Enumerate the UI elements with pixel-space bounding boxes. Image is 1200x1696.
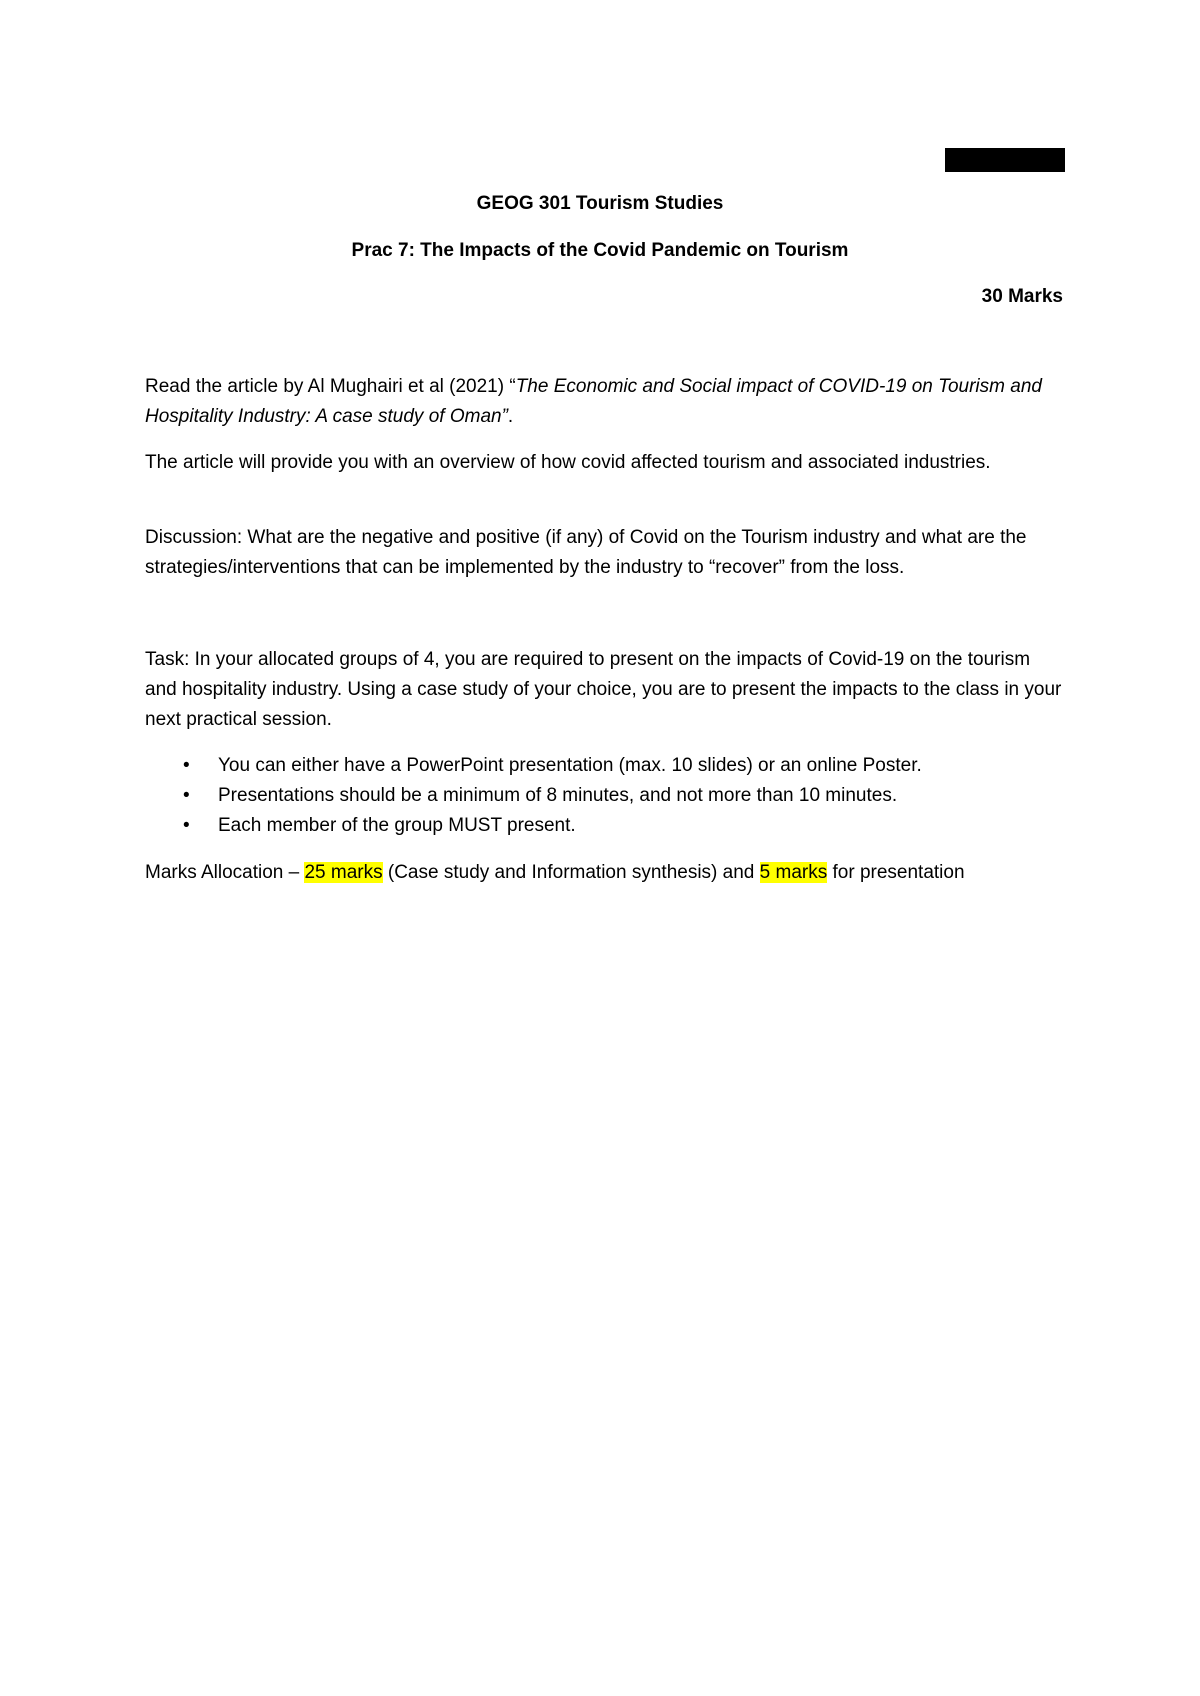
article-reference bbox=[145, 372, 1063, 432]
prac-title: Prac 7: The Impacts of the Covid Pandemic on Tourism bbox=[351, 240, 849, 261]
allocation-prefix: Marks Allocation – bbox=[145, 862, 305, 883]
list-item bbox=[145, 751, 1063, 781]
bullet-icon: • bbox=[183, 785, 190, 806]
overview-paragraph: The article will provide you with an overview of how covid affected tourism and associated industries. bbox=[145, 452, 991, 473]
case-study-marks: 25 marks bbox=[304, 862, 383, 883]
discussion-paragraph: Discussion: What are the negative and positive (if any) of Covid on the Tourism industry and what are the strategies/interventions that can be implemented by the industry to “recover” from the loss. bbox=[145, 527, 1027, 578]
read-suffix: . bbox=[507, 406, 514, 427]
list-item-text: Each member of the group MUST present. bbox=[218, 815, 576, 836]
total-marks: 30 Marks bbox=[981, 286, 1063, 307]
list-item-text: You can either have a PowerPoint presentation (max. 10 slides) or an online Poster. bbox=[218, 755, 922, 776]
list-item bbox=[145, 781, 1063, 811]
article-title: The Economic and Social impact of COVID-19 on Tourism and Hospitality Industry: A case study of Oman” bbox=[145, 376, 1042, 427]
presentation-marks: 5 marks bbox=[759, 862, 828, 883]
list-item bbox=[145, 811, 1063, 841]
marks-allocation bbox=[145, 858, 965, 888]
bullet-icon: • bbox=[183, 755, 190, 776]
allocation-middle: (Case study and Information synthesis) and bbox=[382, 862, 760, 883]
course-title: GEOG 301 Tourism Studies bbox=[476, 193, 724, 214]
bullet-icon: • bbox=[183, 815, 190, 836]
read-prefix: Read the article by Al Mughairi et al (2021) “ bbox=[145, 376, 516, 397]
allocation-suffix: for presentation bbox=[827, 862, 965, 883]
task-paragraph: Task: In your allocated groups of 4, you are required to present on the impacts of Covid-19 on the tourism and hospitality industry. Using a case study of your choice, you are to present the impacts to the class in your next practical session. bbox=[145, 649, 1062, 730]
redaction-block bbox=[945, 148, 1065, 172]
requirements-list bbox=[145, 751, 1063, 841]
list-item-text: Presentations should be a minimum of 8 minutes, and not more than 10 minutes. bbox=[218, 785, 898, 806]
